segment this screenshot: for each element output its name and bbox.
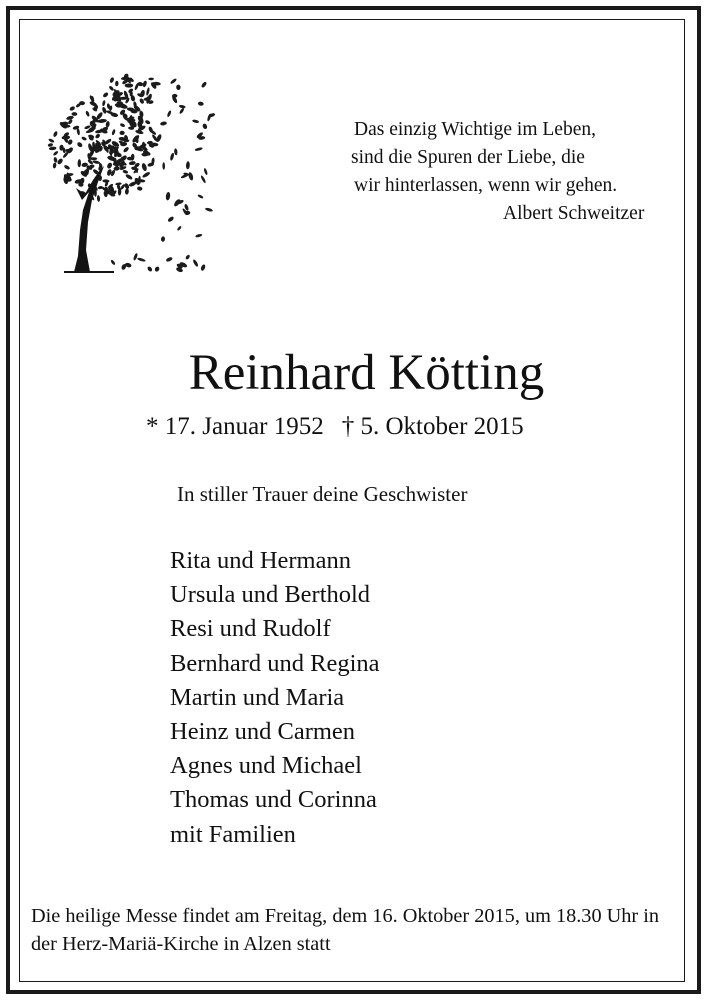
- leaf-shape: [169, 152, 174, 161]
- leaf-shape: [165, 192, 170, 201]
- leaf-shape: [179, 104, 186, 108]
- leaf-shape: [66, 115, 74, 120]
- leaf-shape: [63, 164, 70, 170]
- list-item: Rita und Hermann: [170, 547, 351, 574]
- leaf-shape: [154, 266, 160, 273]
- leaf-shape: [174, 148, 178, 155]
- leaf-shape: [53, 157, 58, 163]
- quote-line: Das einzig Wichtige im Leben,: [354, 119, 596, 140]
- leaf-shape: [141, 163, 148, 172]
- leaf-shape: [102, 100, 106, 106]
- leaf-shape: [49, 146, 57, 150]
- leaf-shape: [97, 195, 101, 202]
- leaf-shape: [77, 159, 81, 167]
- quote-author: Albert Schweitzer: [503, 203, 645, 224]
- leaf-shape: [142, 171, 151, 178]
- leaf-shape: [145, 119, 151, 124]
- list-item: Resi und Rudolf: [170, 615, 331, 643]
- windblown-tree-icon: [34, 60, 216, 278]
- leaf-shape: [133, 253, 139, 261]
- list-item: Thomas und Corinna: [170, 786, 377, 814]
- leaf-shape: [95, 133, 101, 139]
- leaf-shape: [179, 107, 185, 114]
- death-date: † 5. Oktober 2015: [341, 413, 524, 440]
- leaf-shape: [71, 112, 77, 116]
- quote-block: [330, 116, 690, 228]
- list-item: Martin und Maria: [170, 683, 345, 711]
- list-item: Ursula und Berthold: [170, 581, 371, 609]
- leaf-shape: [85, 110, 90, 117]
- quote-line: wir hinterlassen, wenn wir gehen.: [354, 175, 618, 196]
- life-dates: [146, 410, 524, 444]
- leaf-shape: [202, 123, 208, 130]
- tree-leaves: [47, 73, 215, 273]
- leaf-shape: [125, 83, 134, 87]
- leaf-shape: [192, 259, 199, 268]
- list-item: Agnes und Michael: [170, 752, 362, 780]
- leaf-shape: [186, 161, 190, 169]
- leaf-shape: [123, 139, 129, 142]
- leaf-shape: [166, 110, 171, 118]
- leaf-shape: [147, 266, 153, 273]
- leaf-shape: [53, 131, 59, 138]
- leaf-shape: [197, 194, 204, 199]
- leaf-shape: [125, 188, 129, 195]
- leaf-shape: [115, 81, 119, 87]
- leaf-shape: [129, 161, 136, 166]
- leaf-shape: [125, 173, 133, 180]
- leaf-shape: [123, 146, 130, 153]
- leaf-shape: [194, 147, 202, 152]
- deceased-name: Reinhard Kötting: [188, 345, 545, 401]
- leaf-shape: [201, 81, 208, 88]
- leaf-shape: [188, 172, 194, 181]
- leaf-shape: [81, 136, 87, 141]
- leaf-shape: [122, 169, 128, 174]
- leaf-shape: [69, 105, 76, 111]
- leaf-shape: [139, 98, 145, 105]
- service-notice: Die heilige Messe findet am Freitag, dem 16. Oktober 2015, um 18.30 Uhr in der Herz-Mariä-Kirche in Alzen statt: [31, 905, 660, 955]
- leaf-shape: [119, 123, 125, 128]
- leaf-shape: [105, 121, 110, 128]
- leaf-shape: [119, 131, 124, 135]
- leaf-shape: [203, 168, 208, 176]
- leaf-shape: [177, 225, 183, 231]
- leaf-shape: [110, 259, 116, 265]
- mourners-intro: In stiller Trauer deine Geschwister: [177, 482, 468, 506]
- leaf-shape: [53, 150, 59, 156]
- leaf-shape: [137, 257, 146, 262]
- leaf-shape: [76, 141, 83, 148]
- leaf-shape: [195, 233, 203, 238]
- leaf-shape: [116, 101, 123, 105]
- leaf-shape: [205, 207, 214, 212]
- leaf-shape: [200, 175, 206, 184]
- leaf-shape: [61, 135, 70, 140]
- leaf-shape: [47, 143, 53, 147]
- leaf-shape: [161, 236, 166, 242]
- leaf-shape: [185, 254, 191, 260]
- list-item: mit Familien: [170, 820, 296, 848]
- leaf-shape: [170, 78, 178, 85]
- leaf-shape: [148, 77, 154, 80]
- leaf-shape: [102, 179, 109, 183]
- leaf-shape: [111, 129, 116, 136]
- leaf-shape: [198, 101, 204, 106]
- leaf-shape: [52, 162, 56, 168]
- leaf-shape: [165, 256, 173, 262]
- leaf-shape: [102, 92, 109, 99]
- leaf-shape: [176, 84, 181, 90]
- leaf-shape: [160, 121, 167, 126]
- siblings-list: [170, 544, 380, 852]
- quote-line: sind die Spuren der Liebe, die: [351, 147, 585, 168]
- leaf-shape: [109, 77, 115, 84]
- leaf-shape: [106, 162, 113, 170]
- leaf-shape: [108, 85, 114, 91]
- birth-date: * 17. Januar 1952: [146, 413, 324, 440]
- leaf-shape: [200, 264, 206, 272]
- leaf-shape: [192, 119, 199, 123]
- list-item: Heinz und Carmen: [170, 718, 356, 746]
- leaf-shape: [167, 216, 175, 223]
- leaf-shape: [56, 158, 63, 166]
- leaf-shape: [137, 186, 143, 191]
- leaf-shape: [48, 138, 55, 143]
- leaf-shape: [162, 162, 165, 169]
- list-item: Bernhard und Regina: [170, 649, 380, 677]
